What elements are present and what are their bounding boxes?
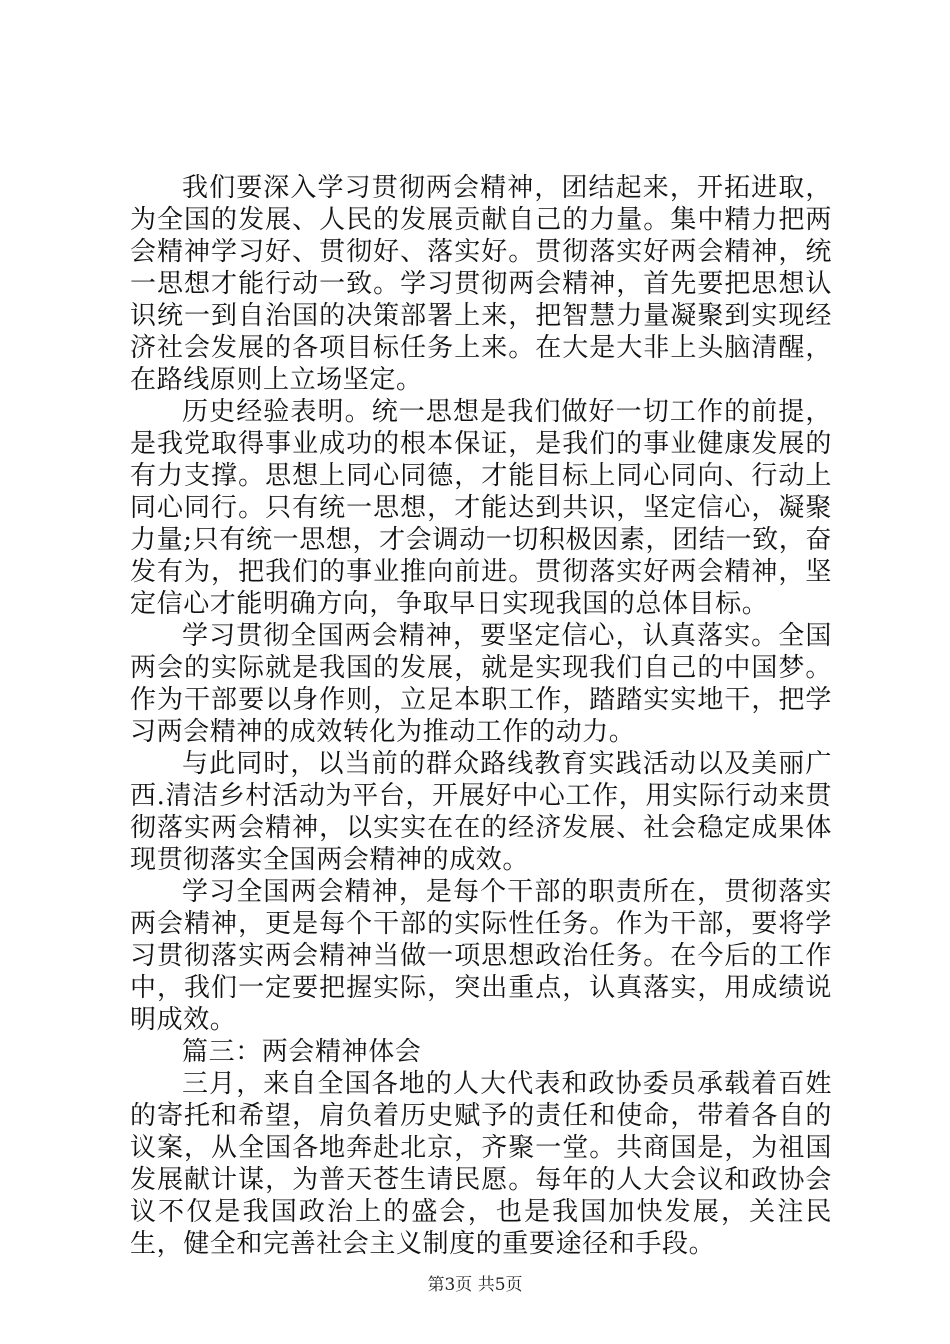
- body-paragraph: 与此同时，以当前的群众路线教育实践活动以及美丽广西.清洁乡村活动为平台，开展好中心工作，用实际行动来贯彻落实两会精神，以实实在在的经济发展、社会稳定成果体现贯彻落实全国两会精神的成效。: [130, 749, 832, 875]
- section-heading: 篇三：两会精神体会: [182, 1037, 422, 1067]
- document-body: [130, 172, 832, 1260]
- body-paragraph: 我们要深入学习贯彻两会精神，团结起来，开拓进取，为全国的发展、人民的发展贡献自己的力量。集中精力把两会精神学习好、贯彻好、落实好。贯彻落实好两会精神，统一思想才能行动一致。学习贯彻两会精神，首先要把思想认识统一到自治国的决策部署上来，把智慧力量凝聚到实现经济社会发展的各项目标任务上来。在大是大非上头脑清醒，在路线原则上立场坚定。: [130, 173, 832, 395]
- body-paragraph: 学习全国两会精神，是每个干部的职责所在，贯彻落实两会精神，更是每个干部的实际性任务。作为干部，要将学习贯彻落实两会精神当做一项思想政治任务。在今后的工作中，我们一定要把握实际，突出重点，认真落实，用成绩说明成效。: [130, 877, 832, 1035]
- body-paragraph: 学习贯彻全国两会精神，要坚定信心，认真落实。全国两会的实际就是我国的发展，就是实现我们自己的中国梦。作为干部要以身作则，立足本职工作，踏踏实实地干，把学习两会精神的成效转化为推动工作的动力。: [130, 621, 832, 747]
- body-paragraph: 历史经验表明。统一思想是我们做好一切工作的前提，是我党取得事业成功的根本保证，是我们的事业健康发展的有力支撑。思想上同心同德，才能目标上同心同向、行动上同心同行。只有统一思想，才能达到共识，坚定信心，凝聚力量;只有统一思想，才会调动一切积极因素，团结一致，奋发有为，把我们的事业推向前进。贯彻落实好两会精神，坚定信心才能明确方向，争取早日实现我国的总体目标。: [130, 397, 832, 619]
- page-number-footer: 第3页 共5页: [427, 1275, 523, 1295]
- body-paragraph: 三月，来自全国各地的人大代表和政协委员承载着百姓的寄托和希望，肩负着历史赋予的责任和使命，带着各自的议案，从全国各地奔赴北京，齐聚一堂。共商国是，为祖国发展献计谋，为普天苍生请民愿。每年的人大会议和政协会议不仅是我国政治上的盛会，也是我国加快发展，关注民生，健全和完善社会主义制度的重要途径和手段。: [130, 1069, 832, 1259]
